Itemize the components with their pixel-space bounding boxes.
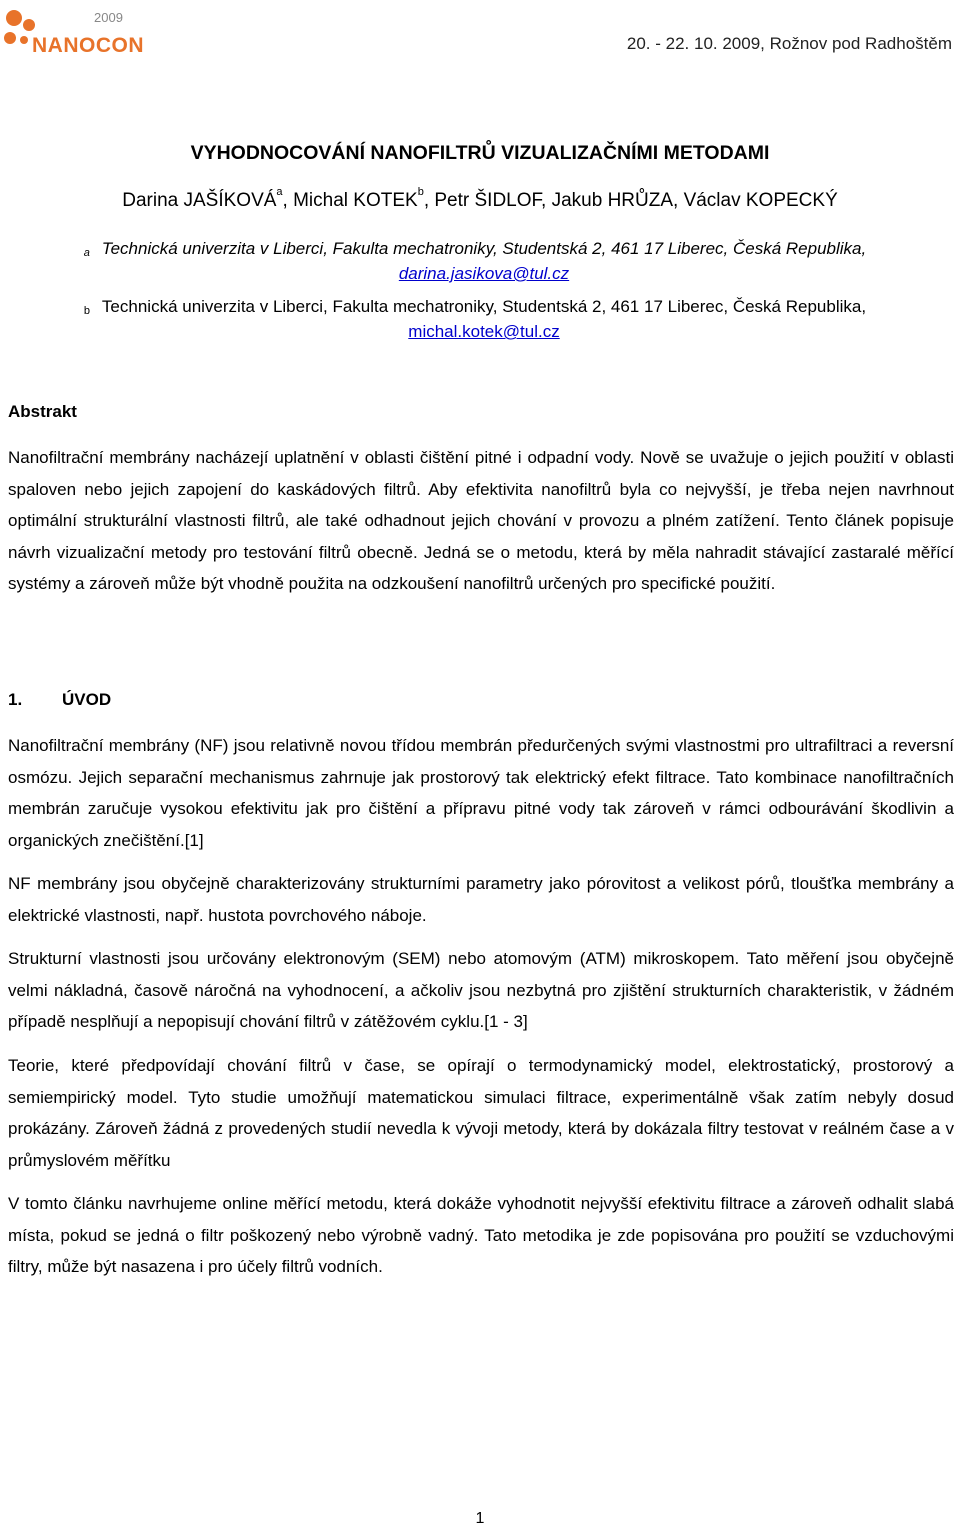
conference-meta: 20. - 22. 10. 2009, Rožnov pod Radhoštěm	[626, 34, 952, 53]
author-1: Darina JAŠÍKOVÁ	[122, 190, 277, 211]
paragraph-4: Teorie, které předpovídají chování filtrů v čase, se opírají o termodynamický model, elektrostatický, prostorový a semiempirický model. Tyto studie umožňují matematickou simulaci filtrace, experimentálně však zatím nebyly dosud prokázány. Zároveň žádná z provedených studií nevedla k vývoji metody, která by dokázala filtry testovat v reálném čase a v průmyslovém měřítku	[8, 1056, 954, 1170]
author-list	[0, 186, 960, 212]
affiliation-b-sup: b	[83, 305, 91, 317]
affiliation-b-text: Technická univerzita v Liberci, Fakulta mechatroniky, Studentská 2, 461 17 Liberec, Česká Republika,	[101, 297, 867, 316]
authors-rest: , Petr ŠIDLOF, Jakub HRŮZA, Václav KOPECKÝ	[423, 190, 838, 211]
author-2-sup: b	[417, 186, 424, 198]
paragraph-5: V tomto článku navrhujeme online měřící metodu, která dokáže vyhodnotit nejvyšší efektivitu filtrace a zároveň odhalit slabá místa, pokud se jedná o filtr poškozený nebo výrobně vadný. Tato metodika je zde popisována pro použití se vzduchovými filtry, může být nasazena i pro účely filtrů vodních.	[8, 1194, 954, 1276]
paper-title: VYHODNOCOVÁNÍ NANOFILTRŮ VIZUALIZAČNÍMI METODAMI	[190, 142, 770, 164]
paragraph-1: Nanofiltrační membrány (NF) jsou relativně novou třídou membrán předurčených svými vlastnostmi pro ultrafiltraci a reversní osmózu. Jejich separační mechanismus zahrnuje jak prostorový tak elektrický efekt filtrace. Tato kombinace nanofiltračních membrán zaručuje vysokou efektivitu jak pro čištění a přípravu pitné vody tak zároveň v rámci odbourávání škodlivin a organických znečištění.[1]	[8, 736, 954, 850]
affiliation-a-sup: a	[83, 247, 90, 259]
section-number: 1.	[8, 690, 23, 709]
affiliation-b	[24, 294, 944, 344]
affiliation-b-email[interactable]: michal.kotek@tul.cz	[408, 322, 560, 341]
affiliation-a	[24, 236, 944, 286]
paragraph-3: Strukturní vlastnosti jsou určovány elektronovým (SEM) nebo atomovým (ATM) mikroskopem. Tato měření jsou obyčejně velmi nákladná, časově náročná na vyhodnocení, a ačkoliv jsou nezbytná pro zjištění strukturních charakteristik, v žádném případě nesplňují a nepopisují chování filtrů v zátěžovém cyklu.[1 - 3]	[8, 949, 954, 1031]
affiliation-a-text: Technická univerzita v Liberci, Fakulta mechatroniky, Studentská 2, 461 17 Liberec, Česká Republika,	[101, 239, 867, 258]
author-2: , Michal KOTEK	[282, 190, 418, 211]
section-title: ÚVOD	[62, 690, 112, 709]
page-number: 1	[475, 1510, 485, 1527]
author-1-sup: a	[276, 186, 283, 198]
logo-year: 2009	[94, 10, 123, 25]
abstract-heading: Abstrakt	[8, 402, 77, 421]
abstract-text: Nanofiltrační membrány nacházejí uplatnění v oblasti čištění pitné i odpadní vody. Nově se uvažuje o jejich použití v oblasti spaloven nebo jejich zapojení do kaskádových filtrů. Aby efektivita nanofiltrů byla co nejvyšší, je třeba nejen navrhnout optimální strukturální vlastnosti filtrů, ale také odhadnout jejich chování v provozu a plném zatížení. Tento článek popisuje návrh vizualizační metody pro testování filtrů obecně. Jedná se o metodu, která by měla nahradit stávající zastaralé měřící systémy a zároveň může být vhodně použita na odzkoušení nanofiltrů určených pro specifické použití.	[8, 448, 954, 593]
affiliation-a-email[interactable]: darina.jasikova@tul.cz	[398, 264, 570, 283]
section-heading	[8, 690, 111, 710]
paragraph-2: NF membrány jsou obyčejně charakterizovány strukturními parametry jako pórovitost a velikost pórů, tloušťka membrány a elektrické vlastnosti, např. hustota povrchového náboje.	[8, 874, 954, 925]
page-header	[0, 0, 960, 62]
logo-name: NANOCON	[32, 34, 144, 57]
nanocon-logo	[2, 4, 144, 57]
